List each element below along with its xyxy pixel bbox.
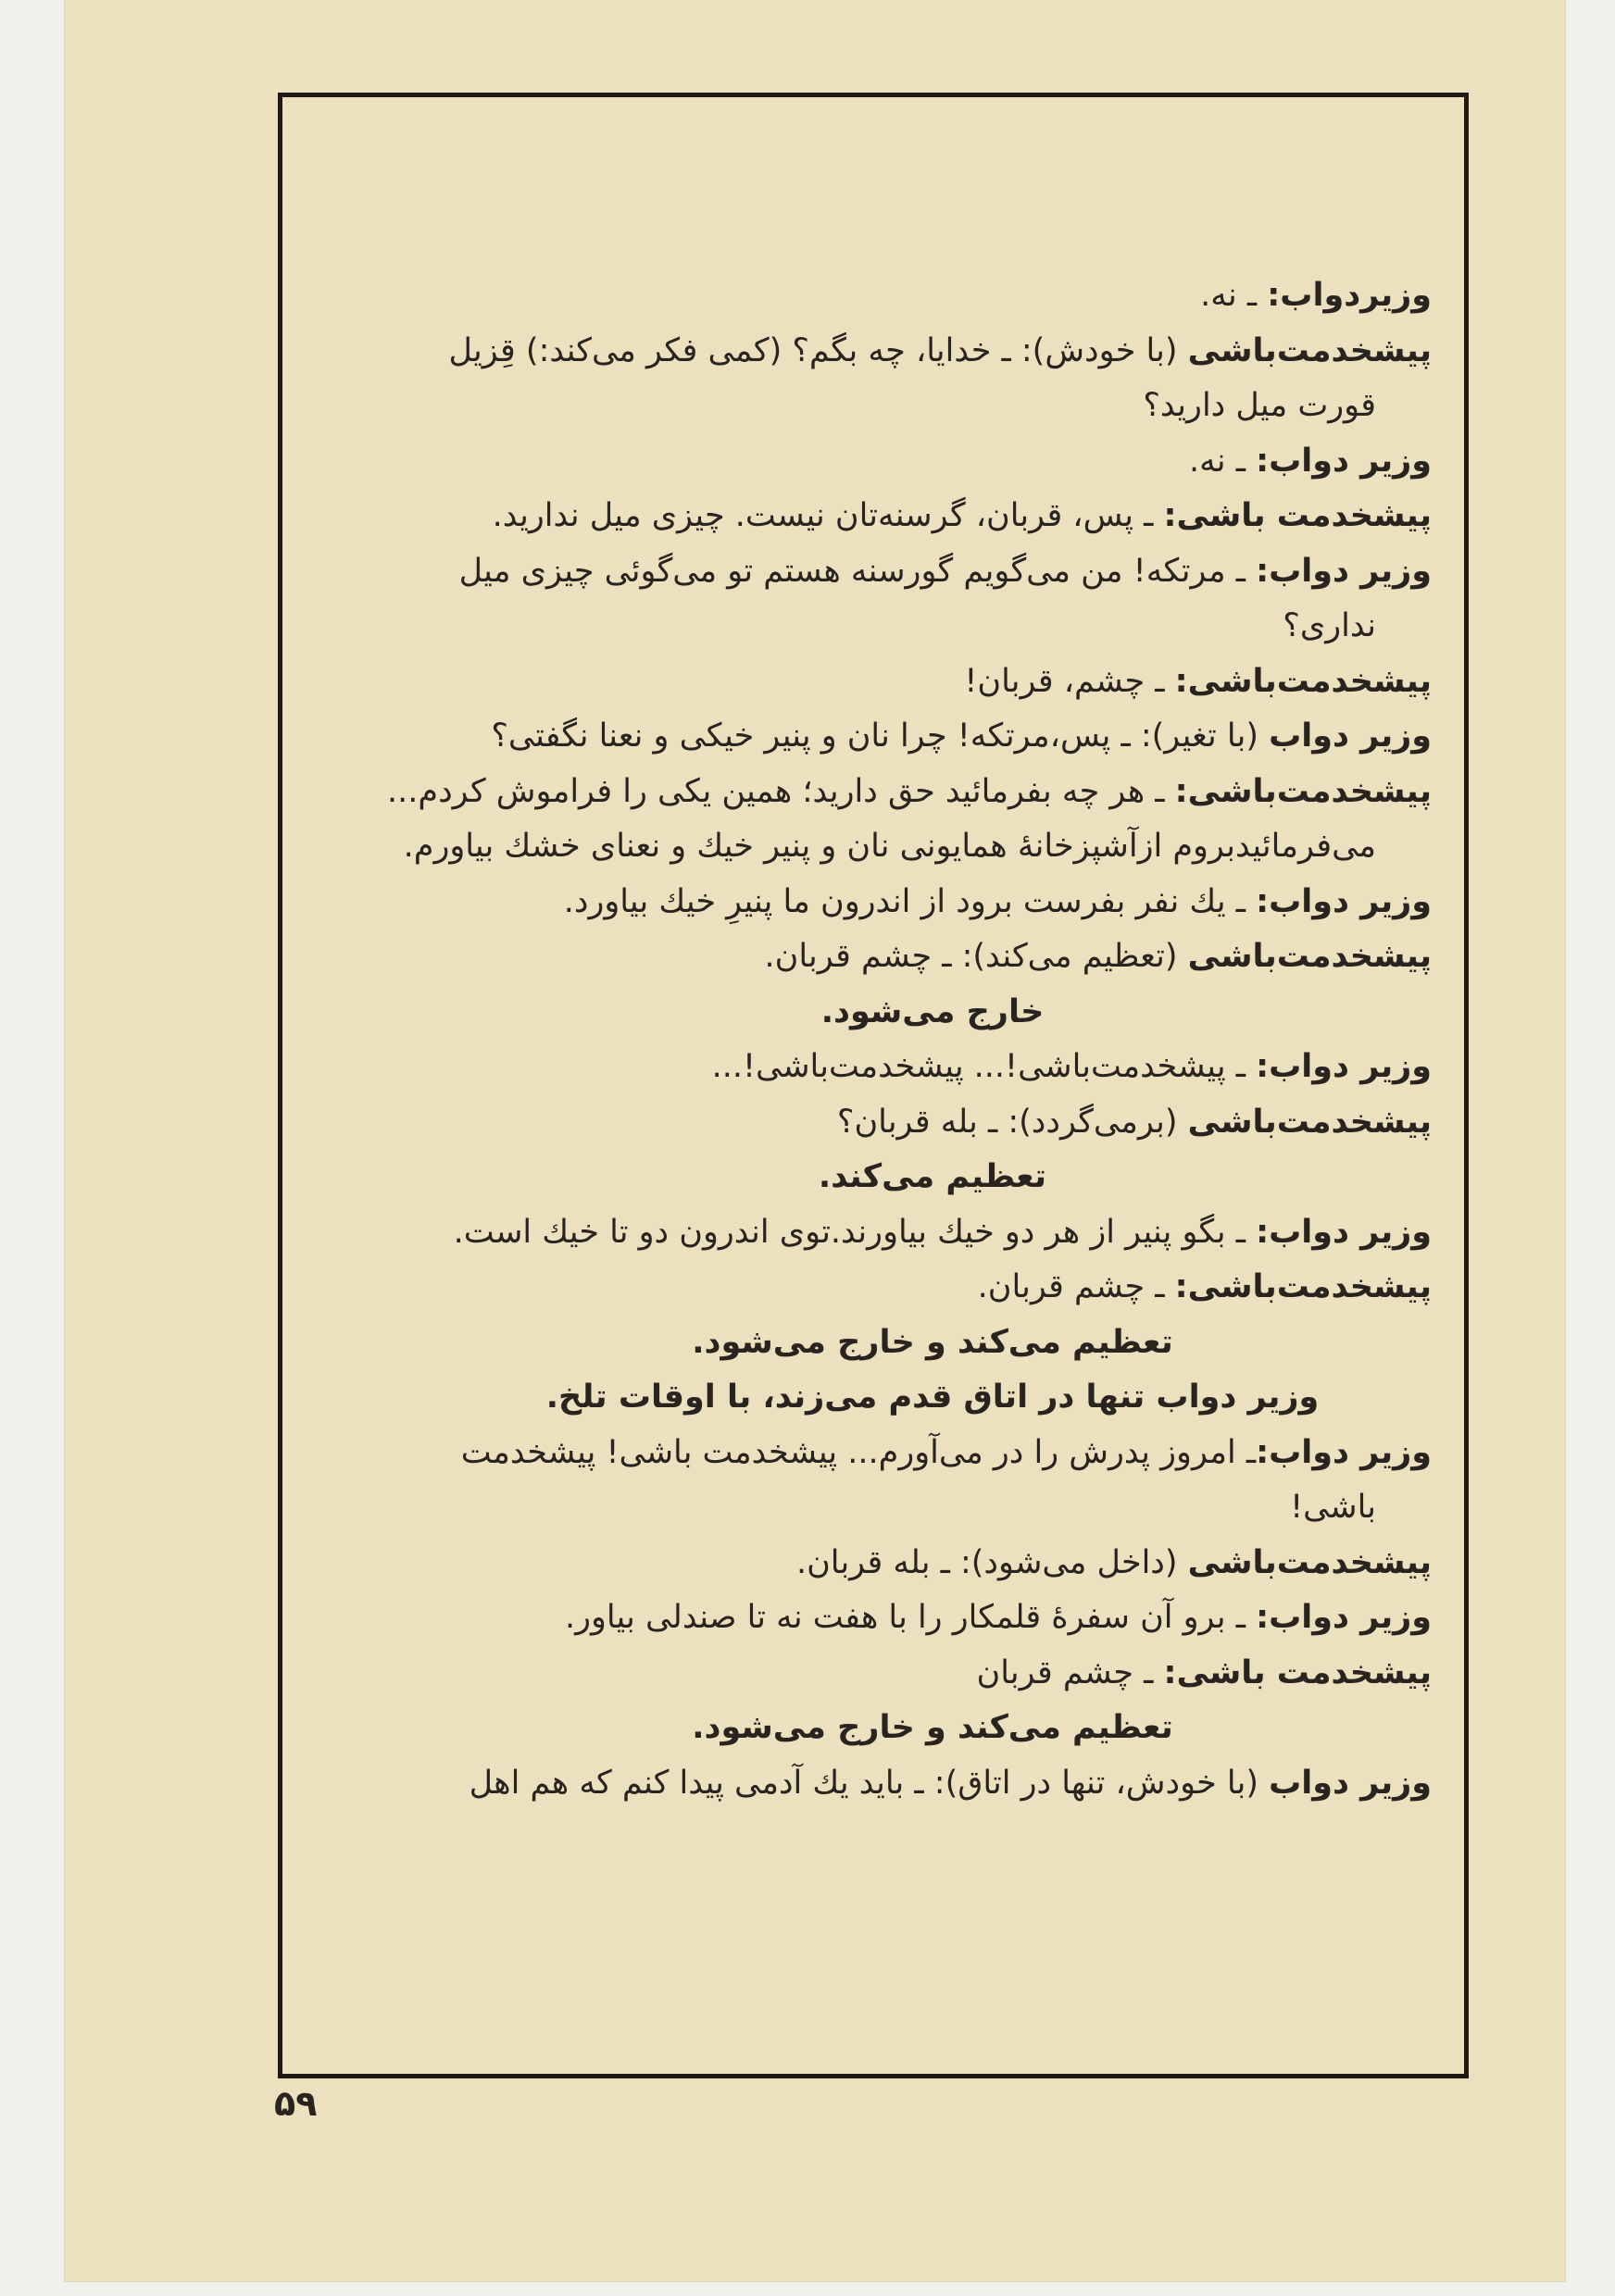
speaker-name: پیشخدمت‌باشی [1187, 331, 1432, 369]
speaker-name: پیشخدمت‌باشی: [1174, 662, 1432, 700]
dialogue-line [313, 1260, 1432, 1316]
dialogue-text: ـ یك نفر بفرست برود از اندرون ما پنیرِ خیك بیاورد. [563, 882, 1257, 920]
speaker-name: وزیر دواب [1269, 718, 1432, 755]
dialogue-text: (با خودش): ـ خدایا، چه بگم؟ (کمی فکر می‌کند:) قِزیل [448, 331, 1188, 369]
dialogue-text: (تعظیم می‌کند): ـ چشم قربان. [764, 938, 1188, 975]
stage-direction: تعظیم می‌کند. [818, 1158, 1047, 1195]
dialogue-text: ـ چشم قربان [976, 1653, 1164, 1691]
dialogue-line [313, 765, 1432, 820]
speaker-name: وزیر دواب: [1256, 1213, 1432, 1251]
dialogue-line [313, 268, 1432, 324]
speaker-name: پیشخدمت باشی: [1163, 1653, 1432, 1691]
dialogue-line [313, 1205, 1432, 1261]
speaker-name: پیشخدمت‌باشی [1187, 1543, 1432, 1581]
speaker-name: وزیر دواب: [1256, 882, 1432, 920]
speaker-name: پیشخدمت باشی: [1163, 497, 1432, 534]
speaker-name: پیشخدمت‌باشی [1187, 1103, 1432, 1141]
dialogue-line [313, 1536, 1432, 1591]
play-text [313, 268, 1432, 1811]
speaker-name: وزیر دواب: [1256, 1599, 1432, 1636]
dialogue-line [313, 709, 1432, 765]
dialogue-line [313, 599, 1432, 655]
dialogue-text: ـ امروز پدرش را در می‌آورم... پیشخدمت باشی! پیشخدمت [460, 1433, 1257, 1471]
dialogue-line [313, 930, 1432, 985]
dialogue-text: ـ نه. [1200, 277, 1268, 314]
dialogue-line [313, 434, 1432, 490]
dialogue-text: ـ چشم قربان. [977, 1268, 1175, 1305]
dialogue-line [313, 1040, 1432, 1095]
dialogue-text: (داخل می‌شود): ـ بله قربان. [795, 1543, 1188, 1581]
dialogue-line [313, 819, 1432, 875]
dialogue-line [313, 1426, 1432, 1481]
dialogue-text: ـ هر چه بفرمائید حق دارید؛ همین یکی را فراموش کردم... [387, 772, 1175, 810]
dialogue-text: باشی! [1290, 1489, 1376, 1526]
dialogue-line [313, 544, 1432, 600]
dialogue-text: ـ چشم، قربان! [964, 662, 1175, 700]
dialogue-line [313, 489, 1432, 544]
dialogue-line [313, 655, 1432, 710]
dialogue-text: نداری؟ [1283, 607, 1376, 644]
stage-direction: خارج می‌شود. [820, 992, 1045, 1030]
dialogue-text: ـ پیشخدمت‌باشی!... پیشخدمت‌باشی!... [711, 1048, 1257, 1085]
stage-direction: وزیر دواب تنها در اتاق قدم می‌زند، با اوقات تلخ. [545, 1379, 1320, 1416]
dialogue-text: ـ پس، قربان، گرسنه‌تان نیست. چیزی میل ندارید. [492, 497, 1164, 534]
speaker-name: وزیر دواب: [1256, 1048, 1432, 1085]
dialogue-line [313, 1756, 1432, 1812]
dialogue-text: (با خودش، تنها در اتاق): ـ باید یك آدمی پیدا کنم که هم اهل [469, 1764, 1270, 1802]
dialogue-text: ـ نه. [1188, 442, 1257, 480]
dialogue-line [313, 324, 1432, 380]
page-number: ۵۹ [274, 2083, 318, 2124]
dialogue-line [313, 1095, 1432, 1151]
speaker-name: وزیردواب: [1267, 277, 1432, 314]
dialogue-text: ـ بگو پنیر از هر دو خیك بیاورند.توی اندرون دو تا خیك است. [453, 1213, 1257, 1251]
dialogue-line [313, 379, 1432, 434]
dialogue-text: (برمی‌گردد): ـ بله قربان؟ [836, 1103, 1188, 1141]
dialogue-text: ـ مرتکه! من می‌گویم گورسنه هستم تو می‌گوئی چیزی میل [458, 552, 1257, 590]
speaker-name: پیشخدمت‌باشی [1187, 938, 1432, 975]
dialogue-line [313, 875, 1432, 930]
dialogue-text: (با تغیر): ـ پس،مرتکه! چرا نان و پنیر خیکی و نعنا نگفتی؟ [491, 718, 1270, 755]
dialogue-text: قورت میل دارید؟ [1143, 387, 1376, 424]
speaker-name: وزیر دواب [1269, 1764, 1432, 1802]
dialogue-line [313, 1480, 1432, 1536]
speaker-name: وزیر دواب: [1256, 1433, 1432, 1471]
dialogue-line [313, 1646, 1432, 1702]
dialogue-text: می‌فرمائیدبروم ازآشپزخانهٔ همایونی نان و پنیر خیك و نعنای خشك بیاورم. [403, 828, 1376, 865]
stage-direction: تعظیم می‌کند و خارج می‌شود. [692, 1323, 1173, 1361]
speaker-name: وزیر دواب: [1256, 552, 1432, 590]
dialogue-line [313, 1591, 1432, 1646]
stage-direction: تعظیم می‌کند و خارج می‌شود. [692, 1709, 1173, 1746]
speaker-name: وزیر دواب: [1256, 442, 1432, 480]
speaker-name: پیشخدمت‌باشی: [1174, 1268, 1432, 1305]
dialogue-text: ـ برو آن سفرهٔ قلمکار را با هفت نه تا صندلی بیاور. [564, 1599, 1257, 1636]
speaker-name: پیشخدمت‌باشی: [1174, 772, 1432, 810]
